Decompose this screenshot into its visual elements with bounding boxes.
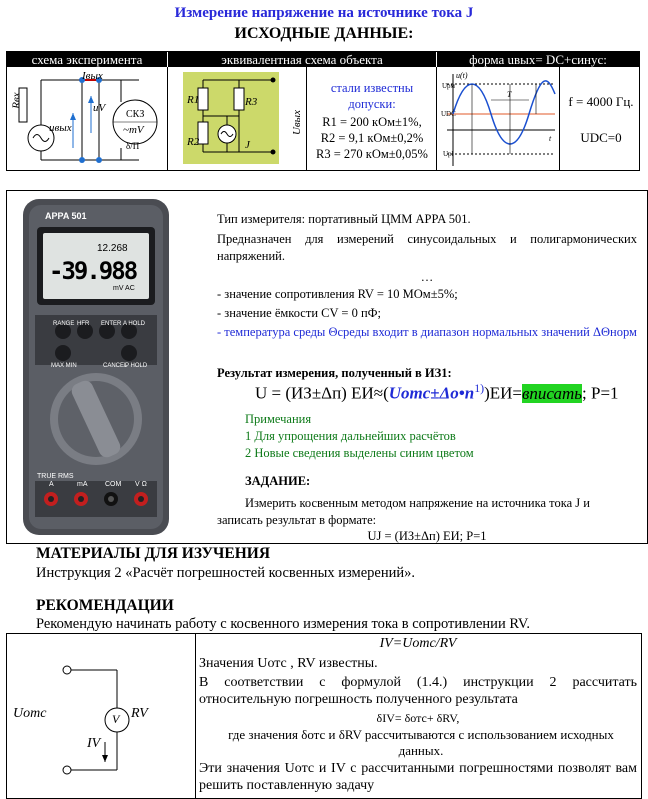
col-header-waveform: форма uвых= DC+синус: [437,52,639,67]
meter-button-cancel: CANCEL [103,363,128,369]
page-subtitle: ИСХОДНЫЕ ДАННЫЕ: [234,25,414,42]
meter-display-top: 12.268 [97,243,128,254]
materials-heading: МАТЕРИАЛЫ ДЛЯ ИЗУЧЕНИЯ [36,545,271,562]
formula-iv: IV=Uотс/RV [379,636,457,651]
result-formula [255,381,645,404]
formula-left: U = (ИЗ±Δп) ЕИ≈( [255,383,389,403]
device-task-block [6,190,648,544]
formula-delta: δIV= δотс+ δRV, [376,711,460,725]
meter-terminal-com: COM [105,481,122,488]
task-format: UJ = (ИЗ±Δп) ЕИ; P=1 [367,529,487,543]
frequency: f = 4000 Гц. [568,94,634,109]
rec-line-3: где значения δотс и δRV рассчитываются с использованием исходных данных. [228,727,614,758]
initial-data-table [6,51,640,171]
meter-button-hfr: HFR [77,321,90,327]
meter-terminal-a: A [49,481,54,488]
device-capacitance: - значение ёмкости CV = 0 пФ; [217,306,381,320]
label-uv: uV [93,102,106,114]
meter-button-maxmin: MAX MIN [51,363,77,369]
label-u-out: uвых [49,122,72,134]
meter-button-range: RANGE [53,321,75,327]
label-r1: R1 [187,94,200,106]
multimeter-image [21,197,171,537]
recommendations-heading: РЕКОМЕНДАЦИИ [36,597,174,614]
wave-label-upm: Upм [442,82,455,90]
circuit-label-v: V [112,712,120,726]
label-meter: СКЗ [126,109,145,120]
wave-label-upl: Upl [443,150,454,158]
meter-brand: APPA 501 [45,211,87,221]
wave-label-udc: UDC [441,110,456,118]
meter-button-ahold: A HOLD [123,321,146,327]
meter-footer: TRUE RMS [37,473,74,480]
meter-terminal-ma: mA [77,481,88,488]
col-header-equivalent: эквивалентная схема объекта [168,52,437,67]
meter-terminal-v: V Ω [135,481,147,488]
tolerance-r2: R2 = 9,1 кОм±0,2% [320,131,424,145]
device-ellipsis: … [420,270,434,284]
waveform-plot [439,70,557,168]
rec-line-1: Значения Uотс , RV известны. [199,656,378,671]
label-r3: R3 [245,96,258,108]
task-text: Измерить косвенным методом напряжение на источника тока J и записать результат в формате: [217,496,590,527]
circuit-label-r: RV [131,706,148,721]
label-j: J [245,139,250,151]
circuit-label-u: Uотс [13,706,47,721]
col-header-experiment: схема эксперимента [7,52,168,67]
label-r2: R2 [187,136,200,148]
meter-button-phold: P HOLD [125,363,148,369]
wave-label-t: t [549,134,552,143]
task-heading: ЗАДАНИЕ: [245,474,311,488]
meter-display-units: mV AC [113,285,135,292]
device-type: Тип измерителя: портативный ЦММ APPA 501. [217,212,471,226]
formula-mid: Uотс±Δо•п [388,383,475,403]
tolerance-intro: стали известны допуски: [330,81,414,111]
materials-text: Инструкция 2 «Расчёт погрешностей косвенных измерений». [36,565,416,581]
wave-label-u: u(t) [456,71,468,80]
label-meter-sub: δ/Π [126,141,140,151]
rec-line-2: В соответствии с формулой (1.4.) инструкции 2 рассчитать относительную погрешность полученного результата [199,675,637,707]
label-i-out: Iвых [82,70,103,82]
label-uout-eq: Uвых [291,109,304,136]
device-temperature: - температура среды Θсреды входит в диапазон нормальных значений ΔΘнорм [217,325,637,339]
label-r-in: Rвх [10,92,23,109]
formula-right: )ЕИ= [484,383,523,403]
wave-label-period: T [507,90,512,99]
rec-line-4: Эти значения Uотс и IV с рассчитанными погрешностями позволят вам решить поставленную задачу [199,761,637,793]
result-heading: Результат измерения, полученный в ИЗ1: [217,366,452,380]
tolerance-r3: R3 = 270 кОм±0,05% [316,147,428,161]
device-purpose: Предназначен для измерений синусоидальных и полигармонических напряжений. [217,232,637,263]
label-meter-sym: ~mV [123,124,144,136]
device-resistance: - значение сопротивления RV = 10 МОм±5%; [217,287,458,301]
formula-fill-field[interactable]: вписать [522,383,583,403]
notes-heading: Примечания [245,412,312,426]
meter-button-enter: ENTER [101,321,122,327]
meter-display-main: -39.988 [49,257,137,285]
formula-sup: 1) [474,381,485,395]
note-1: 1 Для упрощения дальнейших расчётов [245,429,456,443]
page-title: Измерение напряжение на источнике тока J [174,5,474,21]
formula-end: ; P=1 [582,383,619,403]
recommendations-text: Рекомендую начинать работу с косвенного измерения тока в сопротивлении RV. [36,616,531,632]
udc-value: UDC=0 [580,130,622,145]
circuit-label-i: IV [87,736,101,751]
recommendation-table [6,633,642,799]
tolerance-r1: R1 = 200 кОм±1%, [322,115,422,129]
note-2: 2 Новые сведения выделены синим цветом [245,446,474,460]
